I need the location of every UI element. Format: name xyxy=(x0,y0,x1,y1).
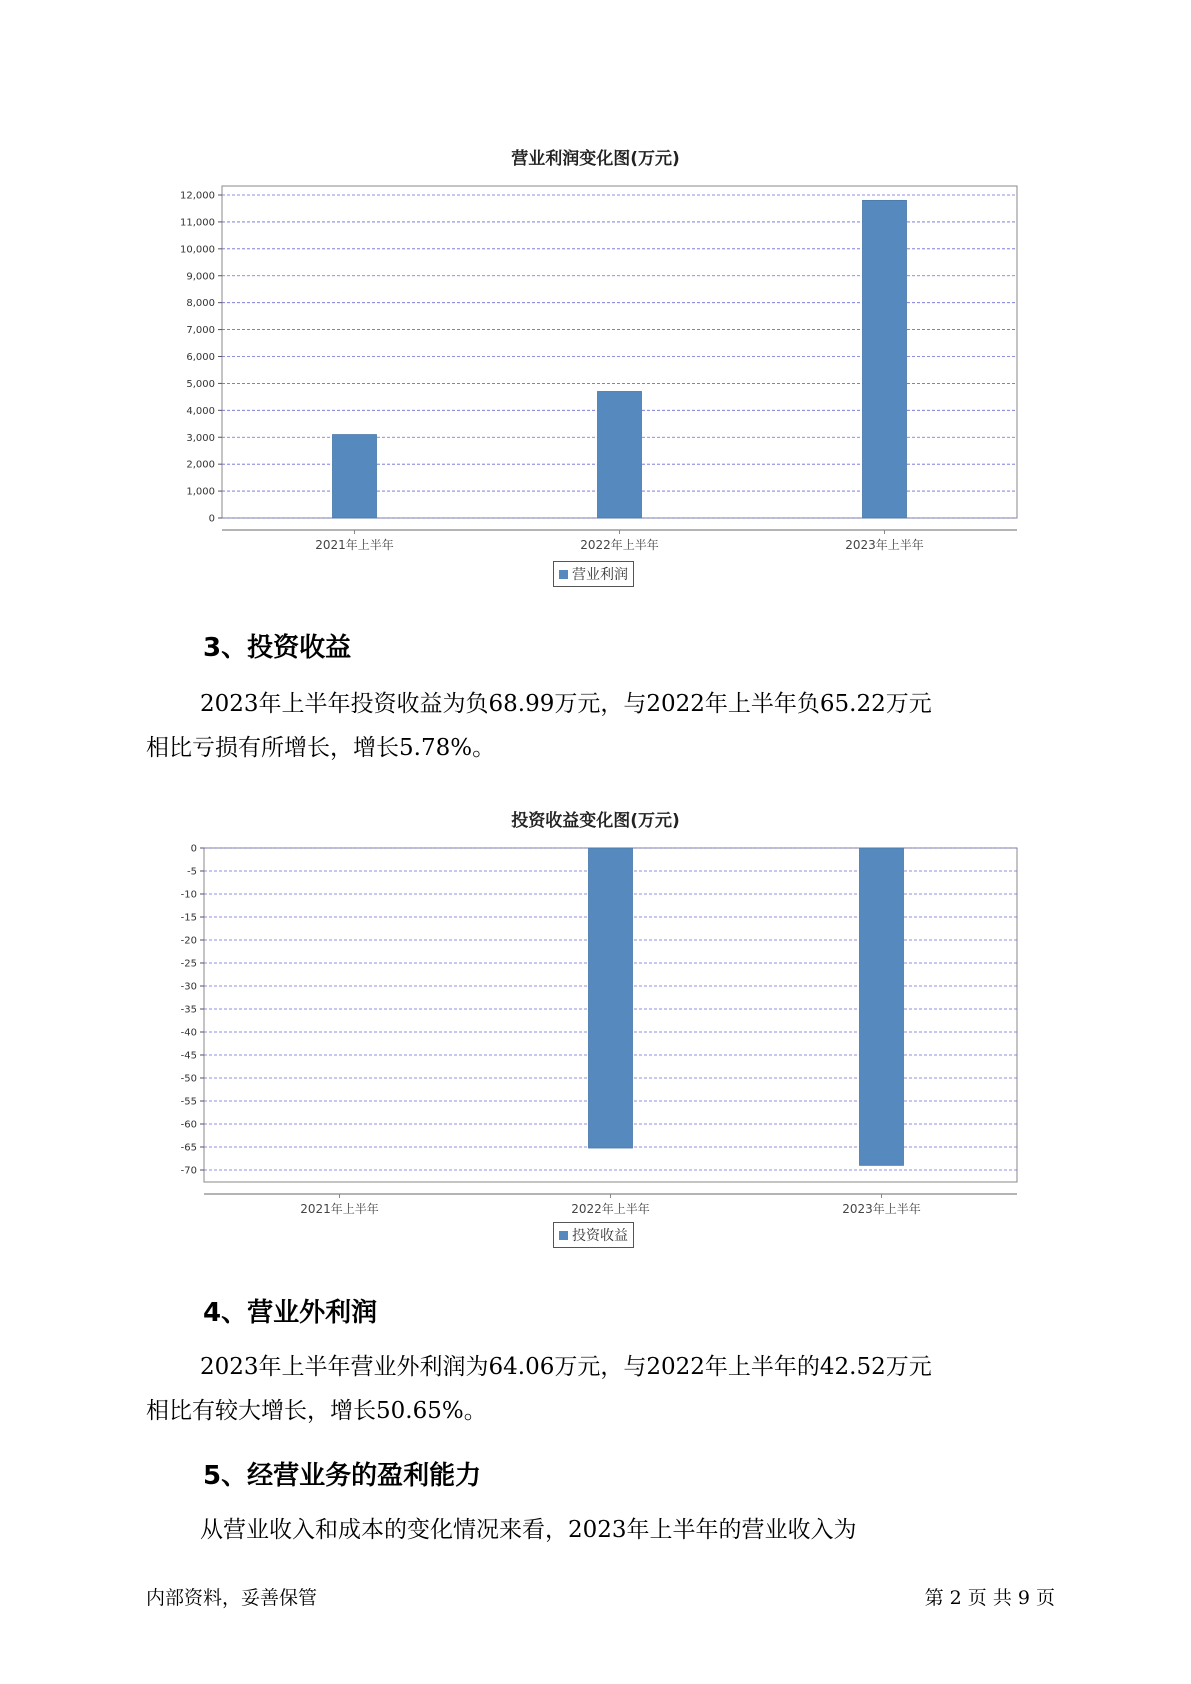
y-tick-label: 11,000 xyxy=(180,217,215,229)
bar xyxy=(333,435,377,518)
y-tick-label: -30 xyxy=(180,981,197,993)
section3-heading: 3、投资收益 xyxy=(203,633,352,663)
y-tick-label: 0 xyxy=(208,513,215,525)
section3-line1: 2023年上半年投资收益为负68.99万元，与2022年上半年负65.22万元 xyxy=(200,691,932,717)
x-tick-label: 2022年上半年 xyxy=(571,1202,650,1216)
x-tick-label: 2022年上半年 xyxy=(580,538,659,552)
y-tick-label: -35 xyxy=(180,1004,197,1016)
y-tick-label: 10,000 xyxy=(180,244,215,256)
section3-line2: 相比亏损有所增长，增长5.78%。 xyxy=(146,735,496,761)
y-tick-label: 6,000 xyxy=(186,352,215,363)
footer-left: 内部资料，妥善保管 xyxy=(146,1587,318,1609)
chart1-legend xyxy=(553,561,634,587)
y-tick-label: -10 xyxy=(180,889,197,901)
footer-page-number: 第 2 页 共 9 页 xyxy=(924,1587,1055,1609)
chart2-title: 投资收益变化图(万元) xyxy=(511,811,680,831)
section4-heading: 4、营业外利润 xyxy=(203,1298,378,1328)
y-tick-label: 1,000 xyxy=(186,486,215,498)
legend-swatch-icon xyxy=(559,1231,568,1240)
y-tick-label: -25 xyxy=(180,958,197,970)
chart1-plot xyxy=(0,170,1191,580)
y-tick-label: 0 xyxy=(190,843,197,855)
y-tick-label: 4,000 xyxy=(186,405,215,417)
y-tick-label: -50 xyxy=(180,1073,197,1085)
y-tick-label: 12,000 xyxy=(180,190,215,202)
y-tick-label: -5 xyxy=(187,866,197,878)
section5-heading: 5、经营业务的盈利能力 xyxy=(203,1461,482,1491)
y-tick-label: 8,000 xyxy=(186,298,215,310)
x-tick-label: 2021年上半年 xyxy=(300,1202,379,1216)
section4-line2: 相比有较大增长，增长50.65%。 xyxy=(146,1398,487,1424)
y-tick-label: -55 xyxy=(180,1096,197,1108)
chart1-legend-label: 营业利润 xyxy=(572,567,628,583)
y-tick-label: -15 xyxy=(180,912,197,924)
bar xyxy=(863,200,907,518)
y-tick-label: -45 xyxy=(180,1050,197,1062)
chart1-title: 营业利润变化图(万元) xyxy=(511,149,680,169)
y-tick-label: 5,000 xyxy=(186,378,215,390)
y-tick-label: 2,000 xyxy=(186,459,215,471)
y-tick-label: 7,000 xyxy=(186,325,215,337)
legend-swatch-icon xyxy=(559,570,568,579)
section5-line1: 从营业收入和成本的变化情况来看，2023年上半年的营业收入为 xyxy=(200,1517,857,1543)
y-tick-label: -60 xyxy=(180,1119,197,1131)
y-tick-label: -40 xyxy=(180,1027,197,1039)
y-tick-label: 9,000 xyxy=(186,271,215,283)
y-tick-label: -20 xyxy=(180,935,197,947)
y-tick-label: -65 xyxy=(180,1142,197,1154)
bar xyxy=(589,848,633,1148)
bar xyxy=(598,391,642,518)
x-tick-label: 2023年上半年 xyxy=(845,538,924,552)
section5-paragraph xyxy=(146,1508,1046,1552)
x-tick-label: 2021年上半年 xyxy=(315,538,394,552)
section3-paragraph xyxy=(146,682,1046,770)
y-tick-label: -70 xyxy=(180,1165,197,1177)
bar xyxy=(860,848,904,1165)
section4-line1: 2023年上半年营业外利润为64.06万元，与2022年上半年的42.52万元 xyxy=(200,1354,932,1380)
chart2-plot xyxy=(0,832,1191,1216)
chart2-legend-label: 投资收益 xyxy=(572,1228,628,1244)
chart2-legend xyxy=(553,1222,634,1248)
section4-paragraph xyxy=(146,1345,1046,1433)
x-tick-label: 2023年上半年 xyxy=(842,1202,921,1216)
y-tick-label: 3,000 xyxy=(186,432,215,444)
